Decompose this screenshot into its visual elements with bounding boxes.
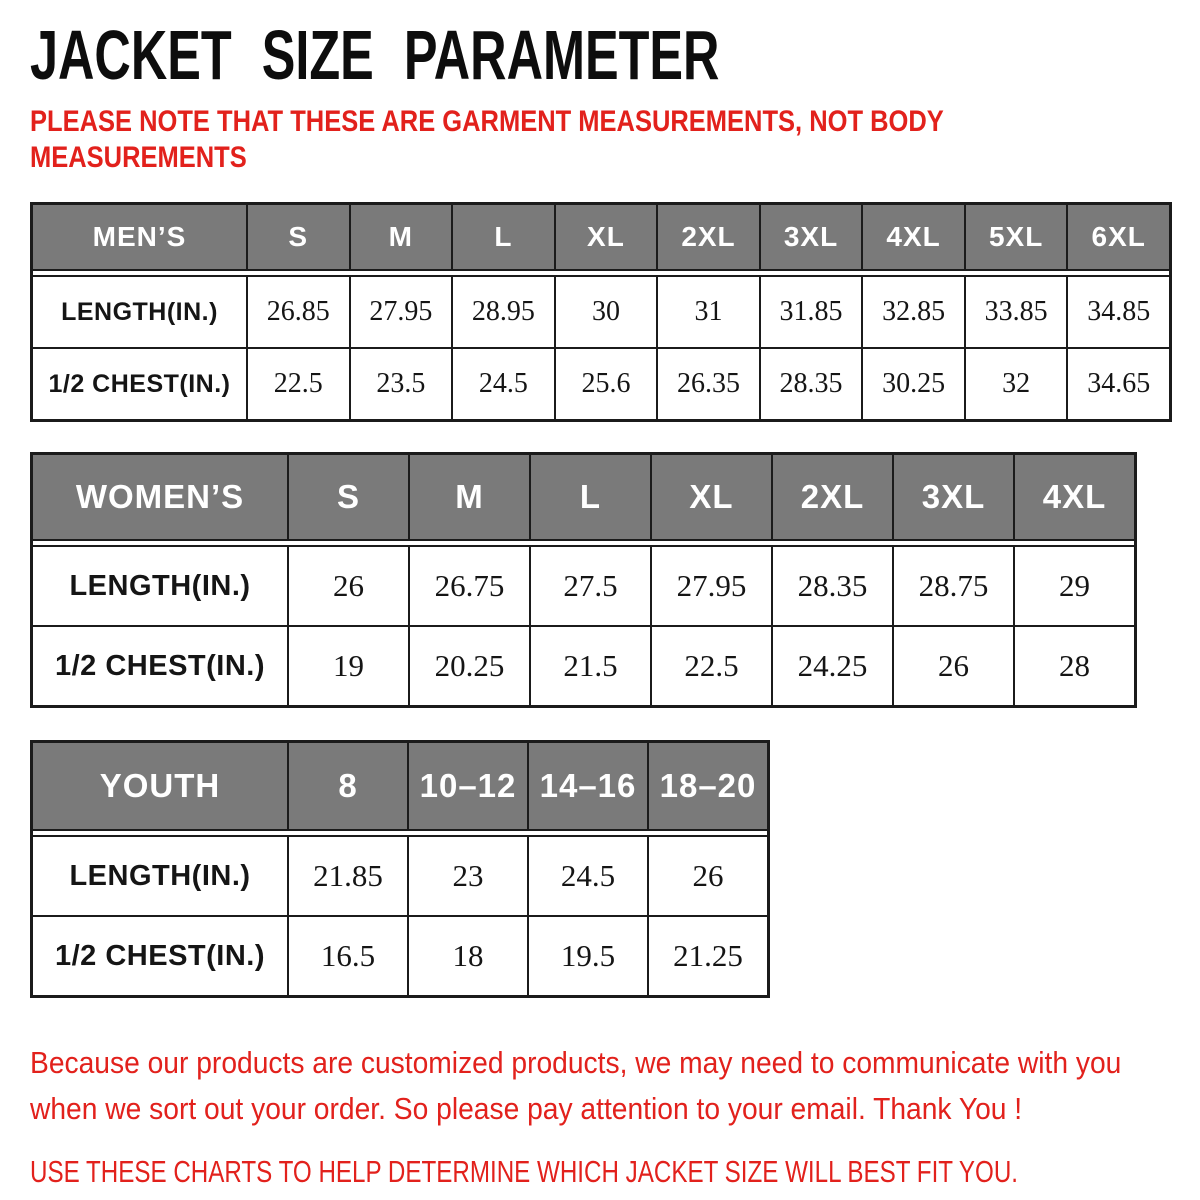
mens-header-divider: [33, 271, 1169, 275]
youth-size-header-3: 14–16: [529, 743, 647, 829]
mens-value-cell: 34.85: [1068, 277, 1169, 347]
mens-table-header-label: MEN’S: [33, 205, 246, 269]
mens-value-cell: 32.85: [863, 277, 964, 347]
womens-size-header-5: 2XL: [773, 455, 892, 539]
youth-row-label-1: LENGTH(IN.): [33, 837, 287, 915]
note-line-2: MEASUREMENTS: [30, 141, 247, 174]
youth-value-cell: 19.5: [529, 917, 647, 995]
womens-table-header-label: WOMEN’S: [33, 455, 287, 539]
mens-size-header-6: 3XL: [761, 205, 862, 269]
mens-value-cell: 28.35: [761, 349, 862, 419]
womens-size-header-1: S: [289, 455, 408, 539]
youth-value-cell: 21.25: [649, 917, 767, 995]
womens-value-cell: 24.25: [773, 627, 892, 705]
mens-value-cell: 33.85: [966, 277, 1067, 347]
womens-size-header-3: L: [531, 455, 650, 539]
mens-value-cell: 31: [658, 277, 759, 347]
womens-value-cell: 28: [1015, 627, 1134, 705]
youth-size-table: [30, 740, 770, 998]
customization-notice-line-1: Because our products are customized products, we may need to communicate with you: [30, 1045, 1122, 1080]
mens-size-header-4: XL: [556, 205, 657, 269]
page-title: JACKET SIZE PARAMETER: [30, 16, 720, 94]
mens-size-header-3: L: [453, 205, 554, 269]
womens-size-header-7: 4XL: [1015, 455, 1134, 539]
mens-value-cell: 31.85: [761, 277, 862, 347]
youth-table-header-label: YOUTH: [33, 743, 287, 829]
womens-value-cell: 20.25: [410, 627, 529, 705]
womens-value-cell: 27.95: [652, 547, 771, 625]
mens-value-cell: 27.95: [351, 277, 452, 347]
mens-value-cell: 25.6: [556, 349, 657, 419]
youth-value-cell: 16.5: [289, 917, 407, 995]
mens-size-header-2: M: [351, 205, 452, 269]
mens-value-cell: 28.95: [453, 277, 554, 347]
youth-size-header-1: 8: [289, 743, 407, 829]
womens-size-header-6: 3XL: [894, 455, 1013, 539]
note-line-1: PLEASE NOTE THAT THESE ARE GARMENT MEASUREMENTS, NOT BODY: [30, 105, 944, 138]
mens-value-cell: 34.65: [1068, 349, 1169, 419]
womens-row-label-2: 1/2 CHEST(IN.): [33, 627, 287, 705]
youth-value-cell: 18: [409, 917, 527, 995]
customization-notice: [30, 1040, 1200, 1132]
mens-value-cell: 32: [966, 349, 1067, 419]
youth-size-header-2: 10–12: [409, 743, 527, 829]
womens-value-cell: 28.35: [773, 547, 892, 625]
womens-size-header-4: XL: [652, 455, 771, 539]
youth-value-cell: 24.5: [529, 837, 647, 915]
womens-value-cell: 22.5: [652, 627, 771, 705]
mens-value-cell: 24.5: [453, 349, 554, 419]
mens-value-cell: 23.5: [351, 349, 452, 419]
womens-value-cell: 27.5: [531, 547, 650, 625]
mens-size-header-1: S: [248, 205, 349, 269]
youth-row-label-2: 1/2 CHEST(IN.): [33, 917, 287, 995]
size-chart-page: [0, 16, 1200, 1200]
youth-header-divider: [33, 831, 767, 835]
mens-size-header-7: 4XL: [863, 205, 964, 269]
womens-value-cell: 21.5: [531, 627, 650, 705]
youth-size-header-4: 18–20: [649, 743, 767, 829]
womens-value-cell: 29: [1015, 547, 1134, 625]
womens-value-cell: 19: [289, 627, 408, 705]
mens-value-cell: 22.5: [248, 349, 349, 419]
womens-row-label-1: LENGTH(IN.): [33, 547, 287, 625]
garment-measurement-note: [30, 104, 1025, 176]
womens-value-cell: 26: [894, 627, 1013, 705]
fit-note: USE THESE CHARTS TO HELP DETERMINE WHICH JACKET SIZE WILL BEST FIT YOU.: [30, 1154, 1019, 1189]
mens-value-cell: 26.35: [658, 349, 759, 419]
womens-value-cell: 28.75: [894, 547, 1013, 625]
mens-size-header-5: 2XL: [658, 205, 759, 269]
womens-value-cell: 26.75: [410, 547, 529, 625]
mens-value-cell: 30.25: [863, 349, 964, 419]
womens-size-header-2: M: [410, 455, 529, 539]
mens-size-table: [30, 202, 1172, 422]
youth-value-cell: 23: [409, 837, 527, 915]
mens-row-label-2: 1/2 CHEST(IN.): [33, 349, 246, 419]
youth-value-cell: 26: [649, 837, 767, 915]
mens-row-label-1: LENGTH(IN.): [33, 277, 246, 347]
mens-value-cell: 26.85: [248, 277, 349, 347]
womens-header-divider: [33, 541, 1134, 545]
womens-value-cell: 26: [289, 547, 408, 625]
mens-size-header-9: 6XL: [1068, 205, 1169, 269]
youth-value-cell: 21.85: [289, 837, 407, 915]
mens-value-cell: 30: [556, 277, 657, 347]
mens-size-header-8: 5XL: [966, 205, 1067, 269]
womens-size-table: [30, 452, 1137, 708]
customization-notice-line-2: when we sort out your order. So please pay attention to your email. Thank You !: [30, 1091, 1023, 1126]
